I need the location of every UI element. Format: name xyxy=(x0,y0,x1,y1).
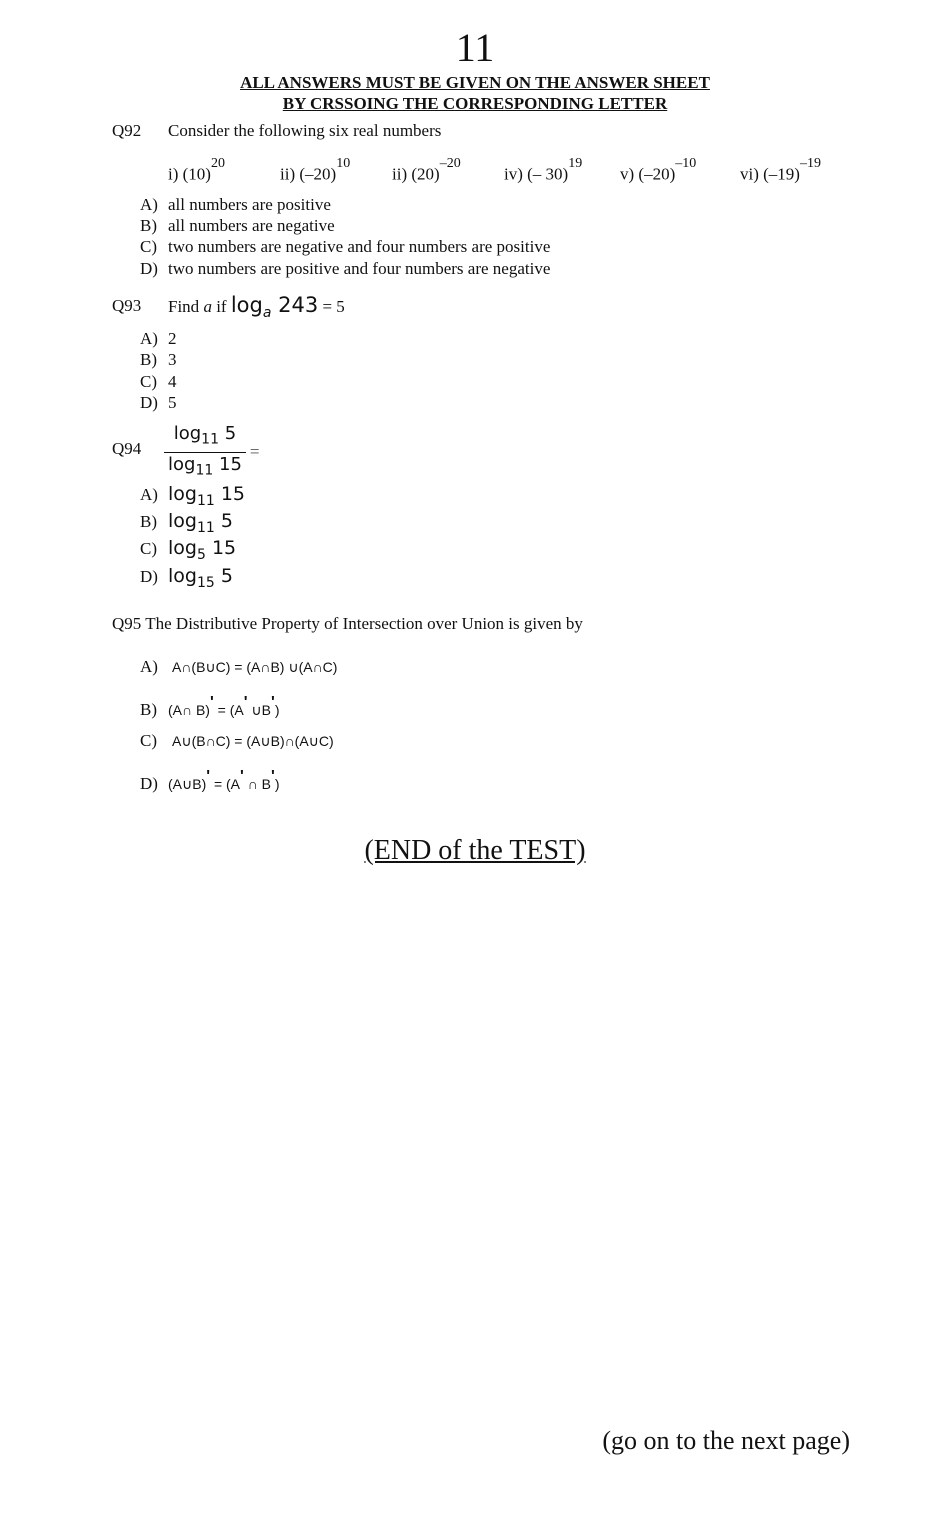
question-text: Q95 The Distributive Property of Intersection over Union is given by xyxy=(112,614,583,633)
option-c[interactable]: C) two numbers are negative and four numbers are positive xyxy=(140,237,551,256)
option-a[interactable]: A) $\log_{11} 15$ xyxy=(140,483,246,509)
option-b[interactable]: B) 3 xyxy=(140,350,177,369)
question-number: Q92 xyxy=(112,121,142,140)
number-item: v) $(-20)^{-10}$ xyxy=(620,156,697,184)
number-item: ii) $(-20)^{10}$ xyxy=(280,156,351,184)
option-b[interactable]: B) all numbers are negative xyxy=(140,216,335,235)
number-item: iv) (– 30)$^{19}$ xyxy=(504,156,583,184)
option-d[interactable]: D) $\log_{15} 5$ xyxy=(140,565,233,591)
option-c[interactable]: C) 4 xyxy=(140,372,177,391)
option-a[interactable]: A) A∩(B∪C) = (A∩B) ∪(A∩C) xyxy=(140,657,338,676)
option-a[interactable]: A) all numbers are positive xyxy=(140,195,331,214)
question-text: Find a if $\log_a 243 = 5$ xyxy=(168,293,345,322)
denominator: $\log_{11} 15$ xyxy=(164,452,246,483)
option-d[interactable]: D) (A∪B)' = (A' ∩ B') xyxy=(140,768,280,793)
option-d[interactable]: D) two numbers are positive and four numbers are negative xyxy=(140,259,551,278)
instruction-line-1: ALL ANSWERS MUST BE GIVEN ON THE ANSWER SHEET xyxy=(240,73,710,92)
option-d[interactable]: D) 5 xyxy=(140,393,177,412)
question-text: Consider the following six real numbers xyxy=(168,121,442,140)
option-a[interactable]: A) 2 xyxy=(140,329,177,348)
option-c[interactable]: C) A∪(B∩C) = (A∪B)∩(A∪C) xyxy=(140,731,334,750)
instruction-line-2: BY CRSSOING THE CORRESPONDING LETTER xyxy=(282,94,668,113)
option-b[interactable]: B) $\log_{11} 5$ xyxy=(140,510,233,536)
option-b[interactable]: B) (A∩ B)' = (A' ∪B') xyxy=(140,694,280,719)
fraction-expression: $\frac{\log_{11} 5}{\log_{11} 15}$ = xyxy=(164,422,260,482)
number-item: vi) $(-19)^{-19}$ xyxy=(740,156,821,184)
next-page-note: (go on to the next page) xyxy=(602,1426,850,1455)
number-item: ii) $(20)^{-20}$ xyxy=(392,156,461,184)
numerator: $\log_{11} 5$ xyxy=(173,423,237,448)
page-number: 11 xyxy=(455,25,495,70)
number-item: i) $(10)^{20}$ xyxy=(168,156,225,184)
option-c[interactable]: C) $\log_5 15$ xyxy=(140,537,237,563)
question-number: Q94 xyxy=(112,439,142,458)
log-expression: $\log_a 243$ xyxy=(230,293,319,322)
end-of-test: (END of the TEST) xyxy=(364,835,586,866)
question-number: Q93 xyxy=(112,296,142,315)
